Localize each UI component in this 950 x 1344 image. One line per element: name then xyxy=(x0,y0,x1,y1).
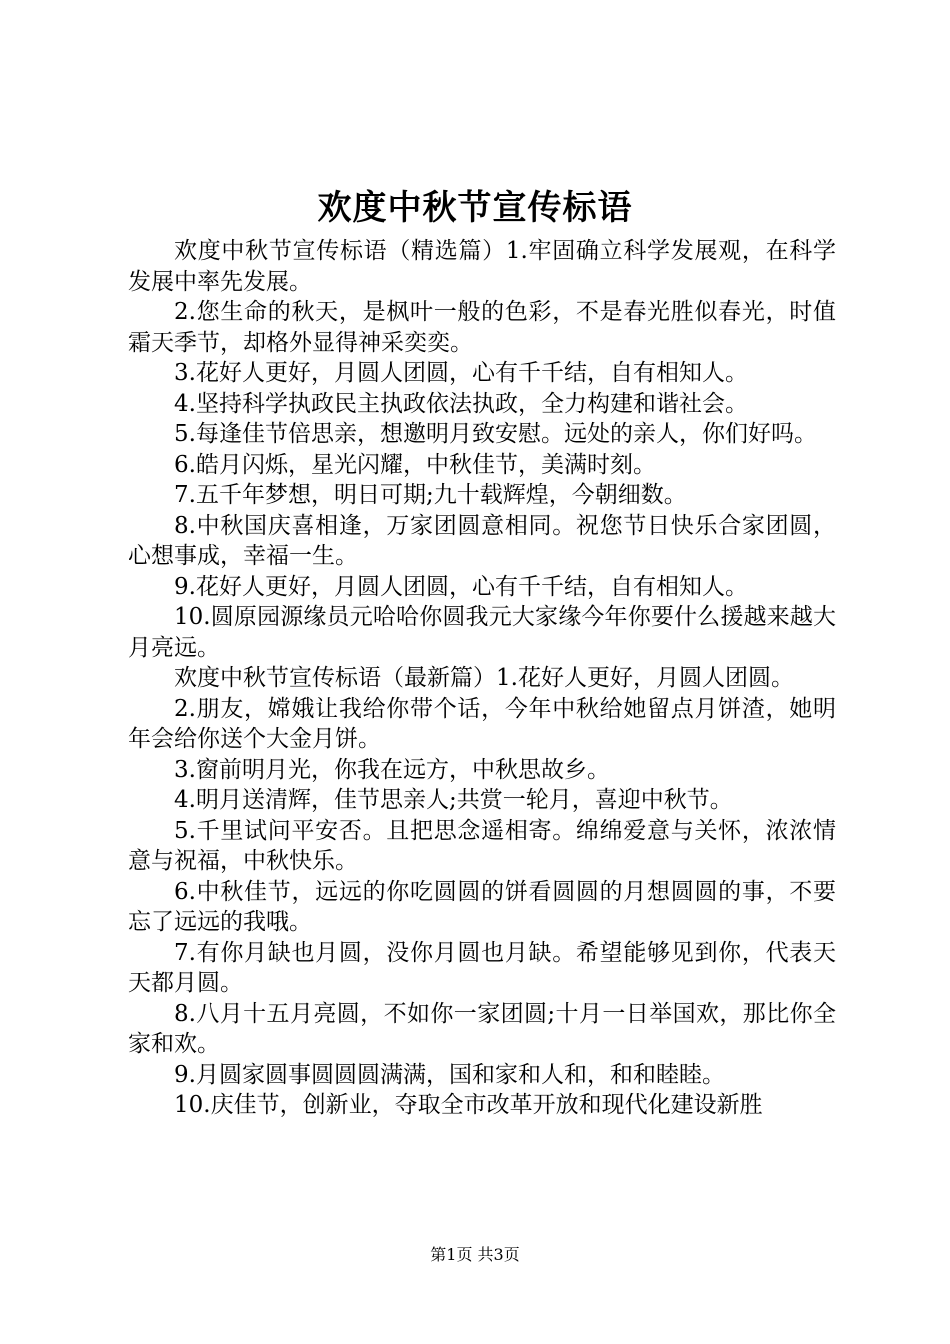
paragraph: 3.窗前明月光，你我在远方，中秋思故乡。 xyxy=(174,756,610,783)
paragraph: 5.千里试问平安否。且把思念遥相寄。绵绵爱意与关怀，浓浓情意与祝福，中秋快乐。 xyxy=(128,817,836,874)
paragraph: 5.每逢佳节倍思亲，想邀明月致安慰。远处的亲人，你们好吗。 xyxy=(174,421,817,447)
paragraph: 8.中秋国庆喜相逢，万家团圆意相同。祝您节日快乐合家团圆，心想事成，幸福一生。 xyxy=(128,512,836,569)
page-footer: 第1页 共3页 xyxy=(430,1245,520,1264)
paragraph: 2.朋友，嫦娥让我给你带个话，今年中秋给她留点月饼渣，她明年会给你送个大金月饼。 xyxy=(128,695,836,752)
paragraph: 6.中秋佳节，远远的你吃圆圆的饼看圆圆的月想圆圆的事，不要忘了远远的我哦。 xyxy=(128,878,836,935)
paragraph: 8.八月十五月亮圆，不如你一家团圆;十月一日举国欢，那比你全家和欢。 xyxy=(128,1000,836,1057)
paragraph: 7.有你月缺也月圆，没你月圆也月缺。希望能够见到你，代表天天都月圆。 xyxy=(128,939,836,996)
paragraph: 10.圆原园源缘员元哈哈你圆我元大家缘今年你要什么援越来越大月亮远。 xyxy=(128,604,836,661)
paragraph: 7.五千年梦想，明日可期;九十载辉煌，今朝细数。 xyxy=(174,482,687,508)
paragraph: 3.花好人更好，月圆人团圆，心有千千结，自有相知人。 xyxy=(174,360,748,386)
document-title: 欢度中秋节宣传标语 xyxy=(317,188,633,228)
paragraph: 欢度中秋节宣传标语（精选篇）1.牢固确立科学发展观，在科学发展中率先发展。 xyxy=(128,238,836,295)
paragraph: 9.花好人更好，月圆人团圆，心有千千结，自有相知人。 xyxy=(174,573,748,600)
paragraph: 6.皓月闪烁，星光闪耀，中秋佳节，美满时刻。 xyxy=(174,451,656,478)
paragraph: 欢度中秋节宣传标语（最新篇）1.花好人更好，月圆人团圆。 xyxy=(174,665,794,691)
paragraph: 9.月圆家圆事圆圆圆满满，国和家和人和，和和睦睦。 xyxy=(174,1061,725,1088)
paragraph: 4.明月送清辉，佳节思亲人;共赏一轮月，喜迎中秋节。 xyxy=(174,787,733,813)
document-body xyxy=(128,236,836,1121)
paragraph: 2.您生命的秋天，是枫叶一般的色彩，不是春光胜似春光，时值霜天季节，却格外显得神采奕奕。 xyxy=(128,299,836,356)
paragraph: 10.庆佳节，创新业，夺取全市改革开放和现代化建设新胜 xyxy=(174,1092,763,1118)
paragraph: 4.坚持科学执政民主执政依法执政，全力构建和谐社会。 xyxy=(174,390,748,417)
